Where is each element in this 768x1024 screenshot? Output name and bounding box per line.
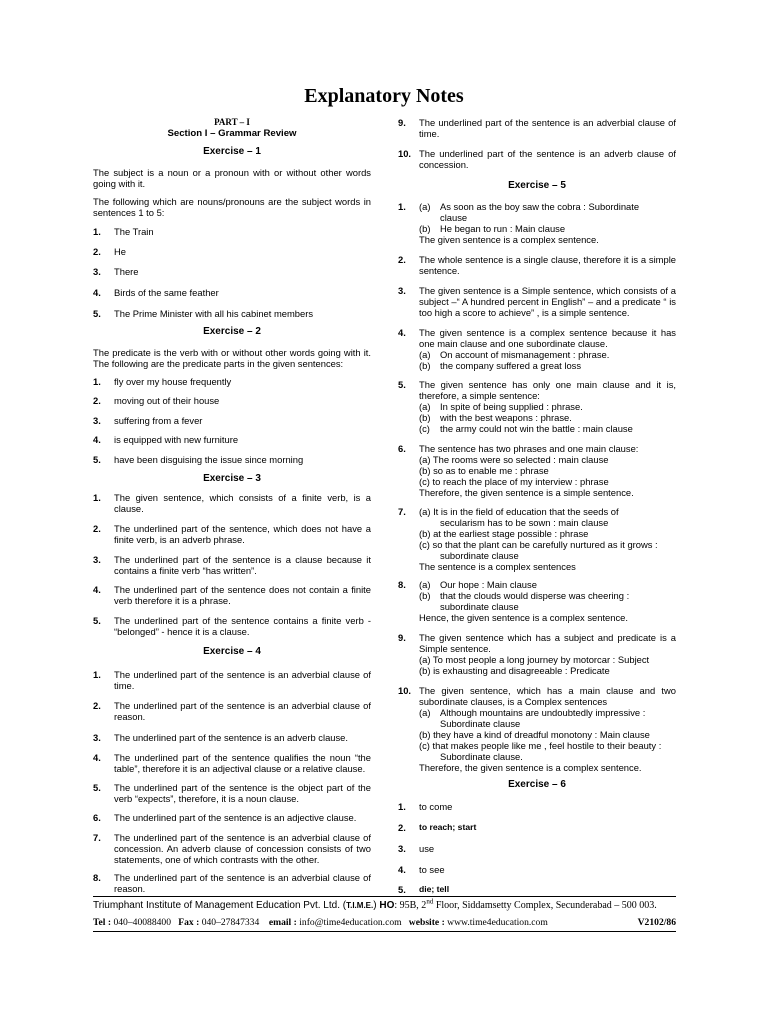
page-title: Explanatory Notes (304, 85, 464, 107)
email-link[interactable]: info@time4education.com (299, 917, 402, 928)
list-item: 2. The underlined part of the sentence, which does not have a finite verb, is an adverb phrase. (93, 523, 371, 545)
list-item: 4. to see (398, 864, 445, 875)
list-item: 4. The underlined part of the sentence does not contain a finite verb therefore it is a phrase. (93, 584, 371, 606)
list-item: 5. The given sentence has only one main clause and it is, therefore, a simple sentence: (a) In spite of being supplied : phrase. (b) with the best weapons : phrase. (c) the army could not win the battle : main clause (398, 379, 676, 434)
list-item: 7. (a) It is in the field of education that the seeds of secularism has to be sown : main clause (b) at the earliest stage possible : phrase (c) so that the plant can be carefully nurtured as it grows : subordinate clause The sentence is a complex sentences (398, 506, 658, 572)
list-item: 7. The underlined part of the sentence is an adverbial clause of concession. An adverb clause of concession consists of two statements, one of which contrasts with the other. (93, 832, 371, 865)
list-item: 1. The Train (93, 226, 154, 237)
list-item: 4. Birds of the same feather (93, 287, 219, 298)
list-item: 9. The underlined part of the sentence is an adverbial clause of time. (398, 117, 676, 139)
list-item: 1. fly over my house frequently (93, 376, 232, 387)
part-heading: PART – I (214, 117, 250, 127)
exercise-1-intro-2: The following which are nouns/pronouns are the subject words in sentences 1 to 5: (93, 196, 371, 218)
list-item: 3. The underlined part of the sentence is a clause because it contains a finite verb “has written”. (93, 554, 371, 576)
footer-divider (93, 896, 676, 897)
footer-address: Triumphant Institute of Management Education Pvt. Ltd. (T.I.M.E.) HO: 95B, 2nd Floor, Siddamsetty Complex, Secunderabad – 500 003. (93, 897, 657, 911)
exercise-1-intro: The subject is a noun or a pronoun with or without other words going with it. (93, 167, 371, 189)
list-item: 8. (a) Our hope : Main clause (b) that the clouds would disperse was cheering : subordinate clause Hence, the given sentence is a complex sentence. (398, 579, 630, 623)
list-item: 2. The underlined part of the sentence is an adverbial clause of reason. (93, 700, 371, 722)
list-item: 10. The underlined part of the sentence is an adverb clause of concession. (398, 148, 676, 170)
list-item: 4. The underlined part of the sentence qualifies the noun “the table”, therefore it is an adjectival clause or a relative clause. (93, 752, 371, 774)
list-item: 1. The underlined part of the sentence is an adverbial clause of time. (93, 669, 371, 691)
list-item: 5. have been disguising the issue since morning (93, 454, 304, 465)
exercise-3-heading: Exercise – 3 (203, 473, 261, 484)
list-item: 5. The underlined part of the sentence contains a finite verb - “belonged” - hence it is a clause. (93, 615, 371, 637)
footer-contact: Tel : 040–40088400 Fax : 040–27847334 email : info@time4education.com website : www.time4education.com V2102/86 (93, 917, 676, 928)
section-heading: Section I – Grammar Review (167, 128, 297, 139)
list-item: 2. to reach; start (398, 822, 477, 833)
exercise-5-heading: Exercise – 5 (508, 180, 566, 191)
list-item: 9. The given sentence which has a subject and predicate is a Simple sentence. (a) To most people a long journey by motorcar : Subject (b) is exhausting and disagreeable : Predicate (398, 632, 676, 676)
list-item: 1. to come (398, 801, 453, 812)
list-item: 6. The underlined part of the sentence is an adjective clause. (93, 812, 357, 823)
list-item: 3. There (93, 266, 139, 277)
list-item: 1. The given sentence, which consists of a finite verb, is a clause. (93, 492, 371, 514)
list-item: 5. The Prime Minister with all his cabinet members (93, 308, 314, 319)
exercise-2-intro: The predicate is the verb with or without other words going with it. The following are the predicate parts in the given sentences: (93, 347, 371, 369)
exercise-2-heading: Exercise – 2 (203, 326, 261, 337)
list-item: 6. The sentence has two phrases and one main clause: (a) The rooms were so selected : main clause (b) so as to enable me : phrase (c) to reach the place of my interview : phrase Therefore, the given sentence is a simple sentence. (398, 443, 639, 498)
list-item: 4. The given sentence is a complex sentence because it has one main clause and one subordinate clause. (a) On account of mismanagement : phrase. (b) the company suffered a great loss (398, 327, 676, 371)
list-item: 2. moving out of their house (93, 395, 220, 406)
list-item: 2. He (93, 246, 126, 257)
exercise-4-heading: Exercise – 4 (203, 646, 261, 657)
list-item: 3. use (398, 843, 435, 854)
list-item: 3. suffering from a fever (93, 415, 203, 426)
document-code: V2102/86 (637, 917, 676, 928)
list-item: 3. The given sentence is a Simple sentence, which consists of a subject –“ A hundred percent in English” – and a predicate “ is too high a score to achieve” , is a simple sentence. (398, 285, 676, 318)
list-item: 2. The whole sentence is a single clause, therefore it is a simple sentence. (398, 254, 676, 276)
exercise-1-heading: Exercise – 1 (203, 146, 261, 157)
list-item: 4. is equipped with new furniture (93, 434, 239, 445)
list-item: 8. The underlined part of the sentence is an adverbial clause of reason. (93, 872, 371, 894)
footer-bottom-divider (93, 931, 676, 932)
list-item: 1. (a) As soon as the boy saw the cobra : Subordinate clause (b) He began to run : Main clause The given sentence is a complex sentence. (398, 201, 640, 245)
exercise-6-heading: Exercise – 6 (508, 779, 566, 790)
list-item: 3. The underlined part of the sentence is an adverb clause. (93, 732, 349, 743)
list-item: 10. The given sentence, which has a main clause and two subordinate clauses, is a Complex sentences (a) Although mountains are undoubtedly impressive : Subordinate clause (b) they have a kind of dreadful monotony : Main clause (c) that makes people like me , feel hostile to their beauty : Subordinate clause. Therefore, the given sentence is a complex sentence. (398, 685, 676, 773)
website-link[interactable]: www.time4education.com (447, 917, 548, 928)
list-item: 5. The underlined part of the sentence is the object part of the verb “expects”, therefore, it is a noun clause. (93, 782, 371, 804)
list-item: 5. die; tell (398, 884, 450, 895)
